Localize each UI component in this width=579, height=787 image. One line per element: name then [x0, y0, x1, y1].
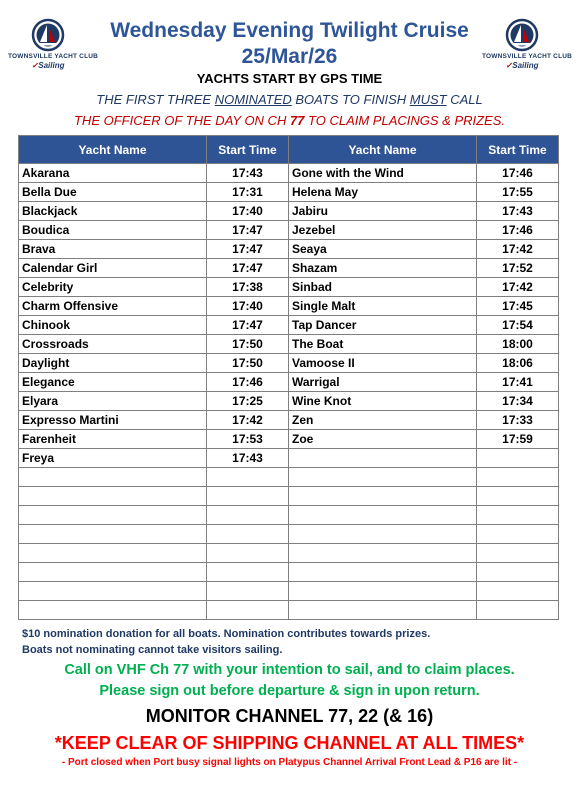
table-row	[19, 563, 559, 582]
yacht-name-cell: Wine Knot	[289, 392, 477, 411]
start-time-cell: 17:40	[207, 202, 289, 221]
column-header-start-time: Start Time	[477, 136, 559, 164]
yacht-name-cell	[289, 601, 477, 620]
start-time-cell	[207, 601, 289, 620]
start-time-cell: 17:33	[477, 411, 559, 430]
table-row	[19, 259, 559, 278]
start-time-cell: 17:55	[477, 183, 559, 202]
table-header-row	[19, 136, 559, 164]
start-time-cell: 17:46	[477, 221, 559, 240]
nominated-word: NOMINATED	[214, 92, 292, 107]
yacht-name-cell: Bella Due	[19, 183, 207, 202]
start-time-cell: 17:45	[477, 297, 559, 316]
yacht-name-cell	[289, 563, 477, 582]
yacht-name-cell: Elyara	[19, 392, 207, 411]
start-time-cell: 18:00	[477, 335, 559, 354]
yacht-name-cell: Helena May	[289, 183, 477, 202]
start-time-cell: 17:46	[207, 373, 289, 392]
column-header-yacht-name: Yacht Name	[19, 136, 207, 164]
start-time-cell: 17:34	[477, 392, 559, 411]
yacht-name-cell: Jezebel	[289, 221, 477, 240]
yacht-name-cell	[19, 506, 207, 525]
start-time-cell	[207, 544, 289, 563]
yacht-name-cell	[19, 544, 207, 563]
keep-clear-warning: *KEEP CLEAR OF SHIPPING CHANNEL AT ALL TIMES*	[54, 733, 525, 753]
table-row	[19, 278, 559, 297]
yacht-name-cell	[19, 601, 207, 620]
yacht-name-cell	[19, 525, 207, 544]
start-time-cell: 17:50	[207, 354, 289, 373]
start-time-cell	[207, 582, 289, 601]
table-row	[19, 316, 559, 335]
start-time-cell	[477, 468, 559, 487]
table-row	[19, 544, 559, 563]
start-time-cell: 17:43	[477, 202, 559, 221]
channel-number: 77	[289, 113, 305, 128]
yacht-name-cell	[289, 449, 477, 468]
start-time-cell: 17:43	[207, 164, 289, 183]
page-title: Wednesday Evening Twilight Cruise	[110, 19, 469, 42]
start-time-cell: 17:38	[207, 278, 289, 297]
start-time-cell: 17:47	[207, 259, 289, 278]
yacht-name-cell: Sinbad	[289, 278, 477, 297]
yacht-name-cell: Warrigal	[289, 373, 477, 392]
yacht-name-cell: Zen	[289, 411, 477, 430]
yacht-name-cell: Gone with the Wind	[289, 164, 477, 183]
table-row	[19, 164, 559, 183]
table-row	[19, 373, 559, 392]
yacht-name-cell	[19, 563, 207, 582]
yacht-name-cell: Boudica	[19, 221, 207, 240]
yacht-name-cell: Single Malt	[289, 297, 477, 316]
yacht-name-cell	[19, 487, 207, 506]
start-time-cell: 17:52	[477, 259, 559, 278]
yacht-name-cell	[289, 544, 477, 563]
start-time-cell: 17:50	[207, 335, 289, 354]
yacht-name-cell: Charm Offensive	[19, 297, 207, 316]
yacht-name-cell: Seaya	[289, 240, 477, 259]
table-row	[19, 468, 559, 487]
yacht-name-cell: Chinook	[19, 316, 207, 335]
column-header-yacht-name: Yacht Name	[289, 136, 477, 164]
yacht-name-cell: Crossroads	[19, 335, 207, 354]
yacht-name-cell: Tap Dancer	[289, 316, 477, 335]
start-time-cell	[477, 601, 559, 620]
start-time-cell: 17:43	[207, 449, 289, 468]
start-times-table	[18, 135, 559, 620]
yacht-name-cell: Expresso Martini	[19, 411, 207, 430]
table-row	[19, 221, 559, 240]
start-time-cell	[207, 563, 289, 582]
start-time-cell: 17:42	[477, 278, 559, 297]
yacht-name-cell: Daylight	[19, 354, 207, 373]
table-row	[19, 506, 559, 525]
start-time-cell: 17:42	[207, 411, 289, 430]
port-closed-notice: - Port closed when Port busy signal lights on Platypus Channel Arrival Front Lead & P16 are lit -	[61, 757, 518, 768]
table-row	[19, 430, 559, 449]
start-time-cell: 17:59	[477, 430, 559, 449]
start-time-cell: 17:54	[477, 316, 559, 335]
start-time-cell: 17:46	[477, 164, 559, 183]
start-time-cell	[477, 544, 559, 563]
yacht-name-cell	[19, 582, 207, 601]
start-time-cell: 17:47	[207, 240, 289, 259]
yacht-name-cell: Calendar Girl	[19, 259, 207, 278]
start-time-cell	[477, 563, 559, 582]
start-time-cell	[477, 449, 559, 468]
table-row	[19, 335, 559, 354]
table-row	[19, 601, 559, 620]
yacht-name-cell: Akarana	[19, 164, 207, 183]
yacht-name-cell	[289, 506, 477, 525]
start-time-cell	[207, 525, 289, 544]
yacht-name-cell: Jabiru	[289, 202, 477, 221]
start-time-cell	[477, 582, 559, 601]
start-time-cell	[207, 487, 289, 506]
table-body	[19, 164, 559, 620]
yacht-name-cell	[19, 468, 207, 487]
logo-club-name: TOWNSVILLE YACHT CLUB	[8, 53, 99, 60]
sign-out-instruction: Please sign out before departure & sign in upon return.	[99, 683, 480, 699]
table-row	[19, 297, 559, 316]
yacht-name-cell: Shazam	[289, 259, 477, 278]
table-row	[19, 582, 559, 601]
table-row	[19, 487, 559, 506]
officer-of-day-instruction: THE OFFICER OF THE DAY ON CH 77 TO CLAIM PLACINGS & PRIZES.	[73, 113, 506, 128]
gps-start-note: YACHTS START BY GPS TIME	[196, 71, 383, 86]
yacht-name-cell	[289, 582, 477, 601]
start-time-cell: 17:40	[207, 297, 289, 316]
yacht-name-cell: Elegance	[19, 373, 207, 392]
table-row	[19, 411, 559, 430]
yacht-name-cell	[289, 487, 477, 506]
logo-club-name: TOWNSVILLE YACHT CLUB	[482, 53, 573, 60]
table-row	[19, 525, 559, 544]
table-row	[19, 354, 559, 373]
table-row	[19, 240, 559, 259]
column-header-start-time: Start Time	[207, 136, 289, 164]
yacht-name-cell	[289, 525, 477, 544]
table-row	[19, 202, 559, 221]
yacht-name-cell: The Boat	[289, 335, 477, 354]
start-time-cell: 17:31	[207, 183, 289, 202]
monitor-channel-notice: MONITOR CHANNEL 77, 22 (& 16)	[145, 706, 434, 726]
vhf-call-instruction: Call on VHF Ch 77 with your intention to sail, and to claim places.	[64, 662, 515, 678]
start-time-cell: 17:41	[477, 373, 559, 392]
nomination-donation-note: $10 nomination donation for all boats. Nomination contributes towards prizes.	[22, 628, 431, 640]
start-time-cell: 17:42	[477, 240, 559, 259]
start-time-cell: 17:47	[207, 221, 289, 240]
must-word: MUST	[409, 92, 447, 107]
yacht-name-cell: Blackjack	[19, 202, 207, 221]
finish-call-instruction: THE FIRST THREE NOMINATED BOATS TO FINISH MUST CALL	[96, 92, 483, 107]
yacht-name-cell: Vamoose II	[289, 354, 477, 373]
start-time-cell	[207, 468, 289, 487]
table-row	[19, 392, 559, 411]
logo-sailing-text: ✓Sailing	[31, 60, 65, 70]
logo-sailing-text: ✓Sailing	[505, 60, 539, 70]
table-row	[19, 183, 559, 202]
start-time-cell: 17:25	[207, 392, 289, 411]
event-date: 25/Mar/26	[241, 45, 338, 68]
start-time-cell: 17:47	[207, 316, 289, 335]
yacht-name-cell: Celebrity	[19, 278, 207, 297]
yacht-name-cell	[289, 468, 477, 487]
start-time-cell	[477, 487, 559, 506]
yacht-name-cell: Freya	[19, 449, 207, 468]
yacht-name-cell: Brava	[19, 240, 207, 259]
yacht-name-cell: Farenheit	[19, 430, 207, 449]
start-time-cell	[207, 506, 289, 525]
start-time-cell	[477, 525, 559, 544]
table-row	[19, 449, 559, 468]
start-time-cell: 17:53	[207, 430, 289, 449]
nomination-visitors-note: Boats not nominating cannot take visitors sailing.	[22, 644, 283, 656]
yacht-name-cell: Zoe	[289, 430, 477, 449]
start-time-cell: 18:06	[477, 354, 559, 373]
start-time-cell	[477, 506, 559, 525]
